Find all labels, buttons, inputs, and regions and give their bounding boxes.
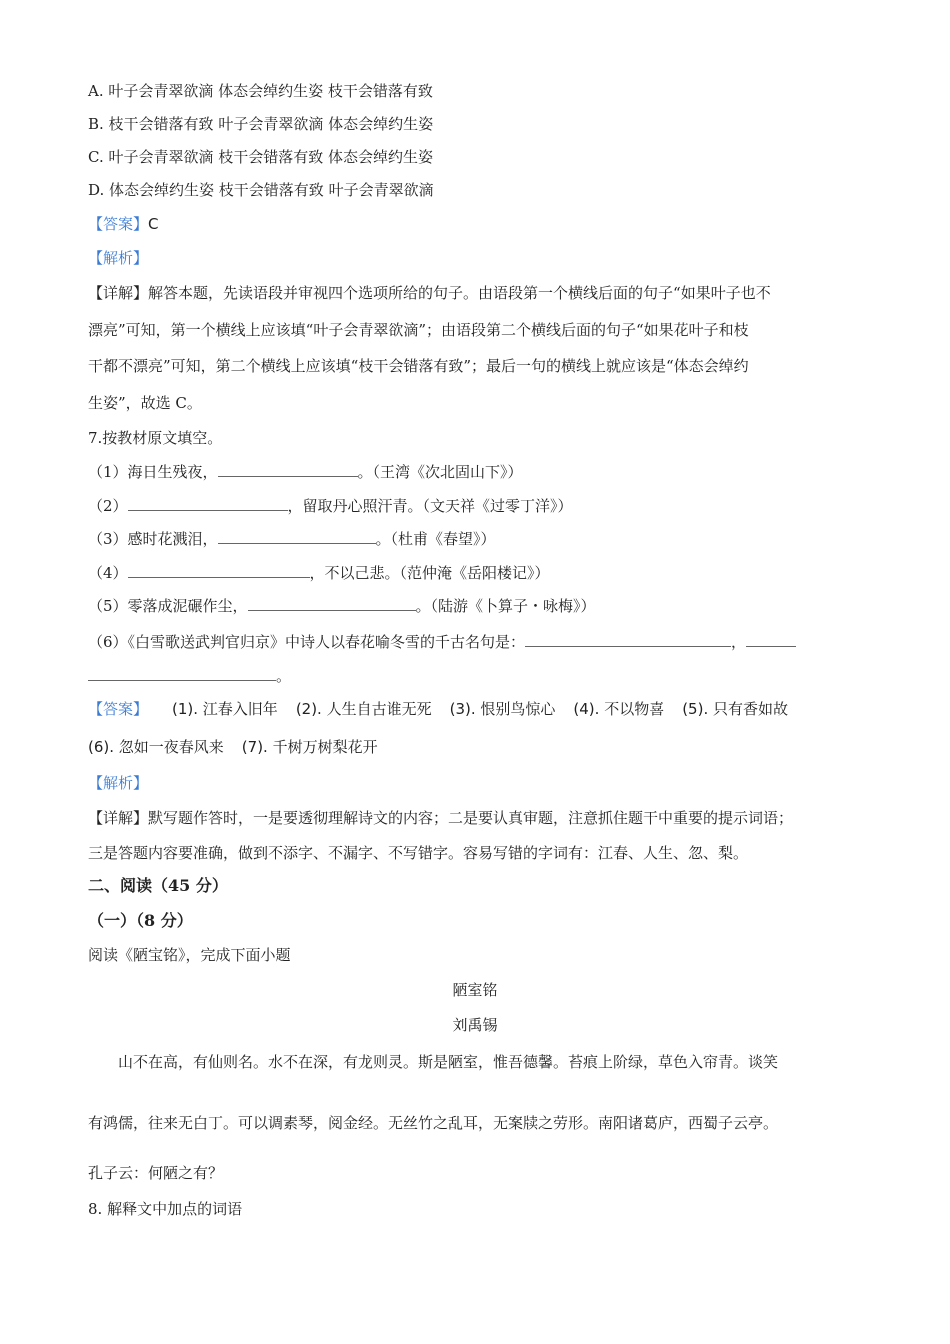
q7-item-3: （3）感时花溅泪， 。（杜甫《春望》） [88,530,496,548]
detail-tag: 【详解】 [88,284,149,302]
option-b: B. 枝干会错落有致 叶子会青翠欲滴 体态会绰约生姿 [88,115,434,133]
poem-text-line-3: 孔子云：何陋之有？ [88,1164,224,1182]
answer-value: C [148,215,159,233]
answer-tag: 【答案】 [88,215,149,233]
option-d: D. 体态会绰约生姿 枝干会错落有致 叶子会青翠欲滴 [88,181,434,199]
fill-blank [88,666,276,681]
fill-blank [218,462,358,477]
q7-title: 7.按教材原文填空。 [88,429,223,447]
q6-detail-line-2: 漂亮”可知，第一个横线上应该填“叶子会青翠欲滴”；由语段第二个横线后面的句子“如果花叶子和枝 [88,321,749,339]
poem-text-line-2: 有鸿儒，往来无白丁。可以调素琴，阅金经。无丝竹之乱耳，无案牍之劳形。南阳诸葛庐，西蜀子云亭。 [88,1114,779,1132]
q7-item-6-cont: 。 [88,666,291,686]
fill-blank [128,563,310,578]
poem-text-line-1: 山不在高，有仙则名。水不在深，有龙则灵。斯是陋室，惟吾德馨。苔痕上阶绿，草色入帘青。谈笑 [118,1053,779,1071]
subsection-title: （一）（8 分） [88,911,193,930]
detail-tag: 【详解】 [88,809,149,827]
q6-detail-line-1: 【详解】解答本题，先读语段并审视四个选项所给的句子。由语段第一个横线后面的句子“如果叶子也不 [88,284,771,302]
answer-tag: 【答案】 [88,700,149,718]
analysis-tag: 【解析】 [88,249,149,267]
fill-blank [746,632,796,647]
poem-title: 陋室铭 [452,981,498,999]
q7-detail-line-2: 三是答题内容要准确，做到不添字、不漏字、不写错字。容易写错的字词有：江春、人生、忽、梨。 [88,844,749,862]
q6-answer-line [88,214,159,234]
q7-item-5: （5）零落成泥碾作尘， 。（陆游《卜算子・咏梅》） [88,597,596,615]
q7-answer-line-1: 【答案】 (1). 江春入旧年 (2). 人生自古谁无死 (3). 恨别鸟惊心 (4). 不以物喜 (5). 只有香如故 [88,700,788,718]
q7-item-6: （6）《白雪歌送武判官归京》中诗人以春花喻冬雪的千古名句是： ， [88,632,796,652]
analysis-tag: 【解析】 [88,774,149,792]
fill-blank [218,529,376,544]
section-title: 二、阅读（45 分） [88,876,228,895]
q6-detail-line-3: 干都不漂亮”可知，第二个横线上应该填“枝干会错落有致”；最后一句的横线上就应该是“体态会绰约 [88,357,749,375]
q7-detail-line-1: 【详解】默写题作答时，一是要透彻理解诗文的内容；二是要认真审题，注意抓住题干中重要的提示词语； [88,809,794,827]
fill-blank [128,496,288,511]
option-a: A. 叶子会青翠欲滴 体态会绰约生姿 枝干会错落有致 [88,82,433,100]
fill-blank [525,632,731,647]
fill-blank [248,596,416,611]
q8-title: 8. 解释文中加点的词语 [88,1200,243,1218]
q7-answer-line-2: (6). 忽如一夜春风来 (7). 千树万树梨花开 [88,738,378,756]
q6-detail-line-4: 生姿”，故选 C。 [88,394,202,412]
reading-instruction: 阅读《陋宝铭》，完成下面小题 [88,946,291,964]
poem-author: 刘禹锡 [452,1016,498,1034]
q7-item-4: （4） ，不以己悲。（范仲淹《岳阳楼记》） [88,564,550,582]
q7-item-1: （1）海日生残夜， 。（王湾《次北固山下》） [88,463,523,481]
q7-item-2: （2） ，留取丹心照汗青。（文天祥《过零丁洋》） [88,497,573,515]
option-c: C. 叶子会青翠欲滴 枝干会错落有致 体态会绰约生姿 [88,148,434,166]
